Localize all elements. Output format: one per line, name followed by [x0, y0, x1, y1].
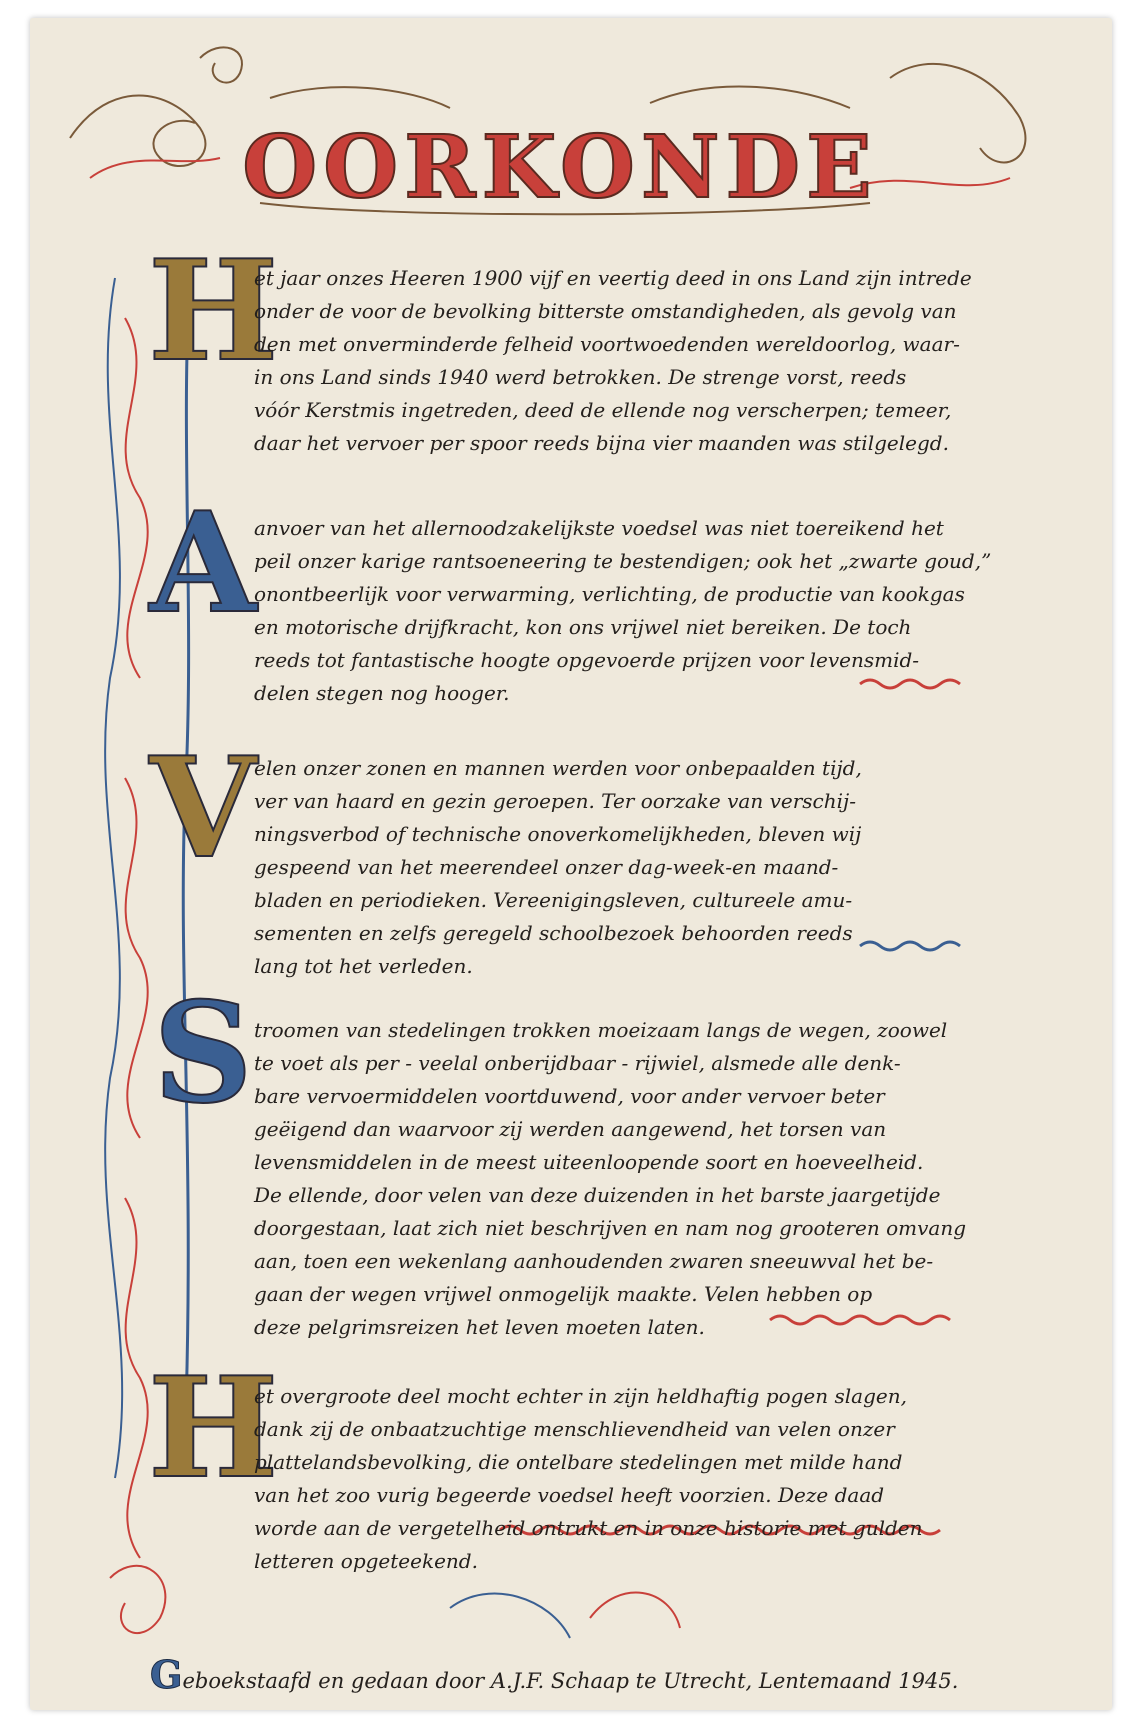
paragraph-line: De ellende, door velen van deze duizenden in het barste jaargetijde — [254, 1183, 941, 1207]
initial-letter-h: H — [148, 229, 279, 392]
paragraph-line: plattelandsbevolking, die ontelbare stedelingen met milde hand — [254, 1450, 903, 1474]
paragraph-2 — [254, 512, 1024, 710]
paragraph-4 — [254, 1014, 1024, 1344]
paragraph-line: en motorische drijfkracht, kon ons vrijwel niet bereiken. De toch — [254, 615, 912, 639]
paragraph-line: ver van haard en gezin geroepen. Ter oorzake van verschij- — [254, 789, 856, 813]
paragraph-line: sementen en zelfs geregeld schoolbezoek behoorden reeds — [254, 921, 853, 945]
initial-letter-a: A — [149, 481, 257, 644]
paragraph-line: elen onzer zonen en mannen werden voor onbepaalden tijd, — [254, 756, 862, 780]
paragraph-line: troomen van stedelingen trokken moeizaam langs de wegen, zoowel — [254, 1018, 948, 1042]
paragraph-line: gaan der wegen vrijwel onmogelijk maakte. Velen hebben op — [254, 1282, 873, 1306]
paragraph-line: peil onzer karige rantsoeneering te bestendigen; ook het „zwarte goud,” — [254, 549, 992, 573]
paragraph-line: lang tot het verleden. — [254, 954, 473, 978]
paragraph-line: gespeend van het meerendeel onzer dag-week-en maand- — [254, 855, 839, 879]
paragraph-line: anvoer van het allernoodzakelijkste voedsel was niet toereikend het — [254, 516, 944, 540]
paragraph-line: onder de voor de bevolking bitterste omstandigheden, als gevolg van — [254, 299, 957, 323]
initial-letter-h-second: H — [148, 1346, 279, 1509]
paragraph-line: delen stegen nog hooger. — [254, 681, 510, 705]
initial-letter-v: V — [149, 726, 257, 889]
document-title: OORKONDE — [242, 117, 878, 218]
paragraph-line: worde aan de vergetelheid ontrukt en in onze historie met gulden — [254, 1516, 923, 1540]
paragraph-line: deze pelgrimsreizen het leven moeten laten. — [254, 1315, 705, 1339]
paragraph-line: reeds tot fantastische hoogte opgevoerde prijzen voor levensmid- — [254, 648, 920, 672]
paragraph-line: dank zij de onbaatzuchtige menschlievendheid van velen onzer — [254, 1417, 895, 1441]
paragraph-line: levensmiddelen in de meest uiteenloopende soort en hoeveelheid. — [254, 1150, 924, 1174]
paragraph-line: in ons Land sinds 1940 werd betrokken. De strenge vorst, reeds — [254, 365, 907, 389]
paragraph-3 — [254, 752, 1024, 983]
signature-initial-letter: G — [150, 1652, 183, 1697]
paragraph-line: te voet als per - veelal onberijdbaar - rijwiel, alsmede alle denk- — [254, 1051, 901, 1075]
paragraph-line: letteren opgeteekend. — [254, 1549, 478, 1573]
paragraph-line: et overgroote deel mocht echter in zijn heldhaftig pogen slagen, — [254, 1384, 907, 1408]
initial-letter-s: S — [153, 971, 253, 1134]
paragraph-line: doorgestaan, laat zich niet beschrijven en nam nog grooteren omvang — [254, 1216, 967, 1240]
paragraph-line: bare vervoermiddelen voortduwend, voor ander vervoer beter — [254, 1084, 885, 1108]
paragraph-1 — [254, 262, 1024, 460]
paragraph-line: bladen en periodieken. Vereenigingsleven, cultureele amu- — [254, 888, 853, 912]
paragraph-line: onontbeerlijk voor verwarming, verlichting, de productie van kookgas — [254, 582, 965, 606]
paragraph-line: aan, toen een wekenlang aanhoudenden zwaren sneeuwval het be- — [254, 1249, 934, 1273]
paragraph-line: ningsverbod of technische onoverkomelijkheden, bleven wij — [254, 822, 862, 846]
certificate-sheet — [30, 18, 1112, 1710]
signature-line — [150, 1652, 1050, 1697]
paragraph-line: geëigend dan waarvoor zij werden aangewend, het torsen van — [254, 1117, 887, 1141]
paragraph-line: den met onverminderde felheid voortwoedenden wereldoorlog, waar- — [254, 332, 960, 356]
paragraph-line: et jaar onzes Heeren 1900 vijf en veertig deed in ons Land zijn intrede — [254, 266, 972, 290]
signature-text: eboekstaafd en gedaan door A.J.F. Schaap te Utrecht, Lentemaand 1945. — [182, 1669, 959, 1693]
paragraph-5 — [254, 1380, 1024, 1578]
paragraph-line: daar het vervoer per spoor reeds bijna vier maanden was stilgelegd. — [254, 431, 949, 455]
paragraph-line: vóór Kerstmis ingetreden, deed de ellende nog verscherpen; temeer, — [254, 398, 952, 422]
paragraph-line: van het zoo vurig begeerde voedsel heeft voorzien. Deze daad — [254, 1483, 885, 1507]
